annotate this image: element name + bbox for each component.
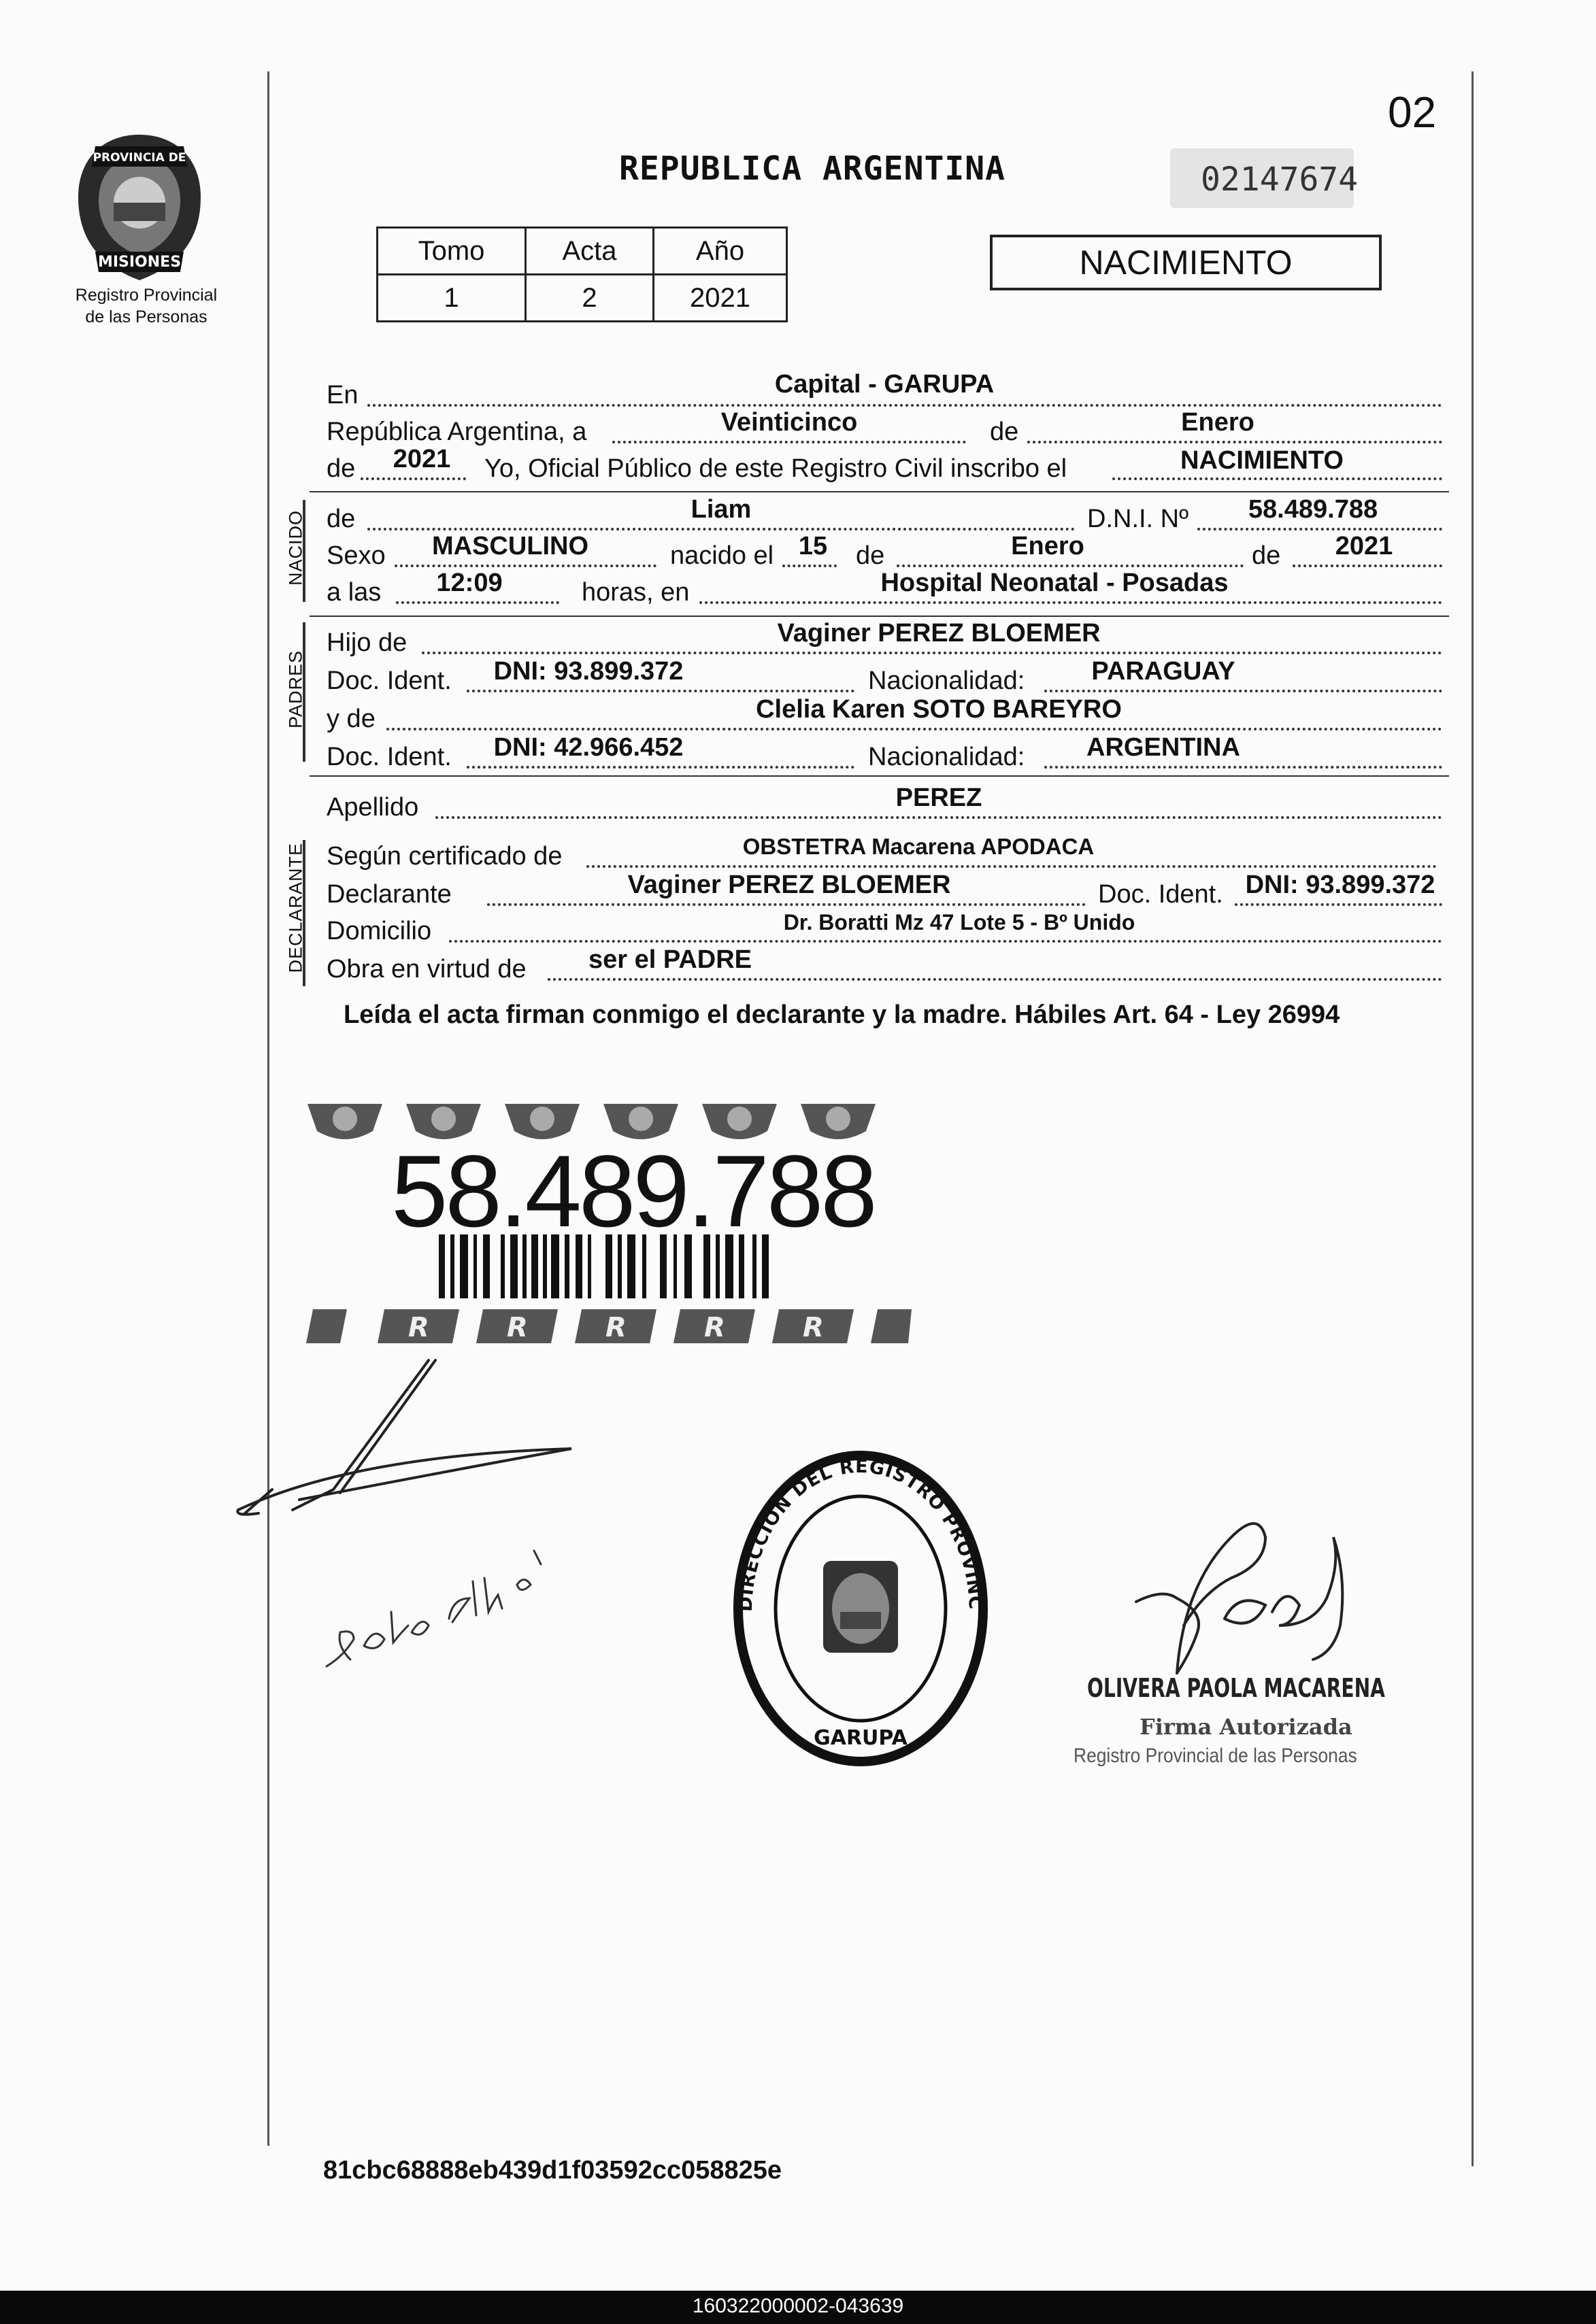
value-madre-nac: ARGENTINA <box>1086 733 1240 762</box>
dots-nac-mes <box>897 565 1244 567</box>
dots-dia <box>612 441 966 443</box>
label-doc-ident-1: Doc. Ident. <box>327 667 452 695</box>
label-y-de: y de <box>327 705 376 733</box>
dots-padre-doc <box>467 690 854 692</box>
value-padre: Vaginer PEREZ BLOEMER <box>777 619 1101 647</box>
misiones-logo <box>71 129 207 286</box>
label-apellido: Apellido <box>327 793 419 822</box>
label-de-mid: de <box>990 418 1019 446</box>
official-signature <box>1123 1496 1395 1700</box>
label-nacionalidad-2: Nacionalidad: <box>868 743 1025 771</box>
label-nacido-el: nacido el <box>670 541 774 570</box>
table-header-acta: Acta <box>526 228 654 275</box>
dots-mes <box>1027 441 1442 443</box>
seal-ring-text: DIRECCION DEL REGISTRO PROVINC <box>735 1455 986 1613</box>
dots-en <box>367 404 1442 407</box>
document-title: REPUBLICA ARGENTINA <box>619 150 1006 188</box>
value-madre-doc: DNI: 42.966.452 <box>493 733 684 762</box>
label-de-birth2: de <box>1252 541 1281 570</box>
dots-padre <box>422 652 1442 654</box>
value-padre-nac: PARAGUAY <box>1091 657 1235 686</box>
label-obra-en-virtud: Obra en virtud de <box>327 955 527 983</box>
value-sexo: MASCULINO <box>431 532 589 560</box>
label-en: En <box>327 381 359 409</box>
label-de-birth1: de <box>856 541 885 570</box>
label-sexo: Sexo <box>327 541 386 570</box>
sticker-pattern-r1: R <box>408 1312 429 1343</box>
value-certificado: OBSTETRA Macarena APODACA <box>742 834 1095 859</box>
record-type-box: NACIMIENTO <box>990 235 1382 290</box>
dots-anio <box>361 477 466 480</box>
sticker-pattern-r4: R <box>704 1312 725 1343</box>
right-margin-line <box>1472 71 1474 2166</box>
label-doc-ident-3: Doc. Ident. <box>1098 880 1223 909</box>
label-de: de <box>327 454 356 483</box>
sticker-pattern-r3: R <box>605 1312 627 1343</box>
dots-certificado <box>586 865 1437 868</box>
value-tipo: NACIMIENTO <box>1180 446 1344 475</box>
sticker-pattern-r5: R <box>803 1312 824 1343</box>
dots-nac-dia <box>782 565 837 567</box>
label-domicilio: Domicilio <box>327 917 432 945</box>
dots-tipo <box>1112 477 1442 480</box>
document-hash: 81cbc68888eb439d1f03592cc058825e <box>323 2156 782 2185</box>
left-margin-line <box>267 71 269 2146</box>
record-table <box>376 226 788 322</box>
label-segun-certificado: Según certificado de <box>327 842 563 871</box>
dots-padre-nac <box>1044 690 1442 692</box>
side-label-padres: PADRES <box>285 650 306 729</box>
registry-seal <box>731 1449 990 1768</box>
value-declarante-doc: DNI: 93.899.372 <box>1245 871 1435 899</box>
page-number: 02 <box>1388 88 1437 137</box>
sticker-pattern-r2: R <box>507 1312 528 1343</box>
dots-declarante-doc <box>1235 903 1442 906</box>
table-value-acta: 2 <box>526 275 654 322</box>
divider-1 <box>310 491 1449 492</box>
divider-3 <box>310 775 1449 777</box>
value-mes: Enero <box>1181 408 1254 437</box>
dots-nombre <box>367 528 1075 531</box>
value-nac-anio: 2021 <box>1335 532 1393 560</box>
dots-lugar-nac <box>699 601 1442 604</box>
official-role: Firma Autorizada <box>1140 1714 1352 1740</box>
value-nac-dia: 15 <box>798 532 828 560</box>
official-org: Registro Provincial de las Personas <box>1074 1745 1357 1767</box>
value-declarante: Vaginer PEREZ BLOEMER <box>627 871 951 899</box>
value-virtud: ser el PADRE <box>588 945 752 974</box>
dots-sexo <box>395 565 656 567</box>
dots-declarante <box>487 903 1086 906</box>
side-label-declarante: DECLARANTE <box>285 842 306 973</box>
table-value-tomo: 1 <box>378 275 526 322</box>
value-anio: 2021 <box>393 445 451 473</box>
label-hijo-de: Hijo de <box>327 628 408 657</box>
table-value-anio: 2021 <box>654 275 787 322</box>
divider-2 <box>310 616 1449 617</box>
value-nombre: Liam <box>691 495 752 524</box>
logo-top-text: PROVINCIA DE <box>93 151 186 165</box>
serial-number: 02147674 <box>1201 161 1359 199</box>
registry-name-line1: Registro Provincial <box>75 286 218 305</box>
side-label-nacido: NACIDO <box>285 510 306 586</box>
value-lugar-nac: Hospital Neonatal - Posadas <box>880 569 1229 597</box>
value-domicilio: Dr. Boratti Mz 47 Lote 5 - Bº Unido <box>783 910 1135 934</box>
label-horas-en: horas, en <box>582 578 690 607</box>
dots-madre-nac <box>1044 766 1442 769</box>
label-nacionalidad-1: Nacionalidad: <box>868 667 1025 695</box>
label-declarante: Declarante <box>327 880 452 909</box>
dots-virtud <box>548 978 1442 981</box>
value-dia-letras: Veinticinco <box>720 408 858 437</box>
footer-id: 160322000002-043639 <box>692 2295 904 2317</box>
dots-madre <box>386 728 1442 730</box>
table-header-tomo: Tomo <box>378 228 526 275</box>
label-de-nombre: de <box>327 505 356 533</box>
table-header-anio: Año <box>654 228 787 275</box>
dots-nac-anio <box>1293 565 1442 567</box>
closing-text: Leída el acta firman conmigo el declarante y la madre. Hábiles Art. 64 - Ley 26994 <box>344 1000 1340 1029</box>
dots-dni <box>1197 528 1442 531</box>
dots-madre-doc <box>467 766 854 769</box>
dots-apellido <box>435 816 1442 819</box>
mother-signature <box>218 1353 599 1734</box>
dots-domicilio <box>449 940 1442 943</box>
registry-name-line2: de las Personas <box>85 307 207 326</box>
sticker-number: 58.489.788 <box>391 1134 875 1248</box>
value-apellido: PEREZ <box>895 784 982 812</box>
seal-bottom-text: GARUPA <box>814 1726 908 1750</box>
mother-handwriting-strokes <box>327 1551 541 1666</box>
value-lugar: Capital - GARUPA <box>774 370 995 399</box>
official-name: OLIVERA PAOLA MACARENA <box>1087 1673 1385 1703</box>
label-oficial: Yo, Oficial Público de este Registro Civil inscribo el <box>484 454 1067 483</box>
dots-hora <box>396 601 559 604</box>
value-madre: Clelia Karen SOTO BAREYRO <box>756 695 1122 724</box>
value-dni: 58.489.788 <box>1248 495 1378 524</box>
label-republica: República Argentina, a <box>327 418 587 446</box>
value-nac-mes: Enero <box>1011 532 1084 560</box>
logo-bottom-text: MISIONES <box>97 254 182 271</box>
label-doc-ident-2: Doc. Ident. <box>327 743 452 771</box>
value-hora: 12:09 <box>436 569 503 597</box>
label-dni: D.N.I. Nº <box>1087 505 1188 533</box>
value-padre-doc: DNI: 93.899.372 <box>493 657 684 686</box>
label-a-las: a las <box>327 578 382 607</box>
